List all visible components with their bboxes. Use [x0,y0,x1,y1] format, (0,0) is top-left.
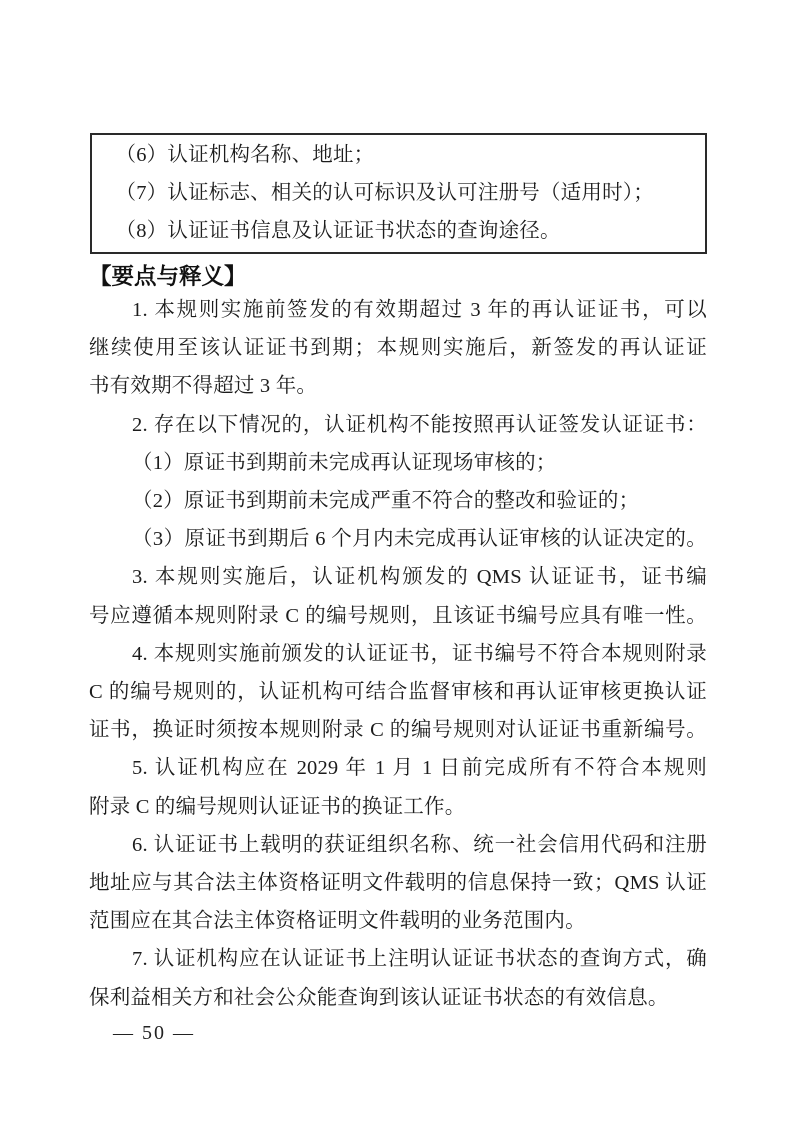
section-header: 【要点与释义】 [89,264,247,289]
body-text-line: 地址应与其合法主体资格证明文件载明的信息保持一致；QMS 认证 [89,872,707,895]
body-text-line: 4. 本规则实施前颁发的认证证书，证书编号不符合本规则附录 [132,642,707,665]
body-text-line: （3）原证书到期后 6 个月内未完成再认证审核的认证决定的。 [132,528,707,551]
excerpt-box [90,133,707,254]
excerpt-box-line: （6）认证机构名称、地址； [115,144,375,166]
excerpt-box-line: （8）认证证书信息及认证证书状态的查询途径。 [115,220,561,243]
body-text-line: C 的编号规则的，认证机构可结合监督审核和再认证审核更换认证 [89,681,707,704]
page-footer [113,1019,195,1047]
body-text-line: 附录 C 的编号规则认证证书的换证工作。 [89,795,466,818]
excerpt-box-line: （7）认证标志、相关的认可标识及认可注册号（适用时）； [115,182,654,205]
body-text-line: 3. 本规则实施后，认证机构颁发的 QMS 认证证书，证书编 [132,566,707,589]
body-text-line: （1）原证书到期前未完成再认证现场审核的； [132,451,557,474]
body-text-line: 继续使用至该认证证书到期；本规则实施后，新签发的再认证证 [89,337,707,360]
page-number: — 50 — [113,1022,195,1044]
body-text-line: 号应遵循本规则附录 C 的编号规则，且该证书编号应具有唯一性。 [89,604,707,627]
body-text-line: （2）原证书到期前未完成严重不符合的整改和验证的； [132,490,640,513]
body-text [89,291,707,1017]
body-text-line: 1. 本规则实施前签发的有效期超过 3 年的再认证证书，可以 [132,299,707,321]
body-text-line: 书有效期不得超过 3 年。 [89,375,318,398]
body-text-line: 7. 认证机构应在认证证书上注明认证证书状态的查询方式，确 [132,948,707,971]
body-text-line: 2. 存在以下情况的，认证机构不能按照再认证签发认证证书： [132,413,707,436]
body-text-line: 证书，换证时须按本规则附录 C 的编号规则对认证证书重新编号。 [89,719,707,742]
body-text-line: 6. 认证证书上载明的获证组织名称、统一社会信用代码和注册 [132,833,707,856]
body-text-line: 5. 认证机构应在 2029 年 1 月 1 日前完成所有不符合本规则 [132,757,707,780]
body-text-line: 保利益相关方和社会公众能查询到该认证证书状态的有效信息。 [89,986,669,1009]
body-text-line: 范围应在其合法主体资格证明文件载明的业务范围内。 [89,910,586,933]
